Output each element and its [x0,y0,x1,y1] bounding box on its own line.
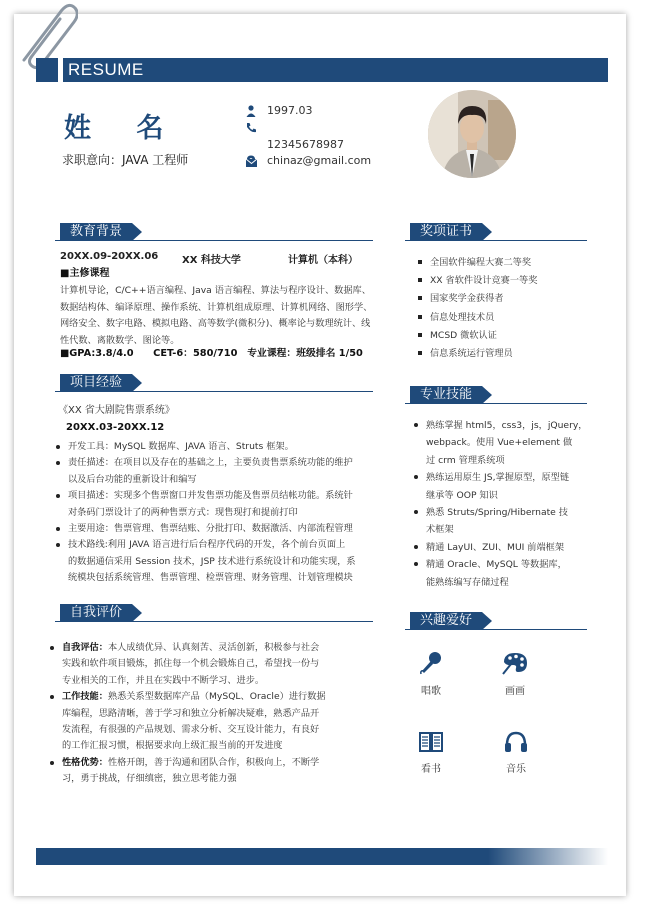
skills-divider [405,403,587,404]
hobbies-divider [405,629,587,630]
list-item: 熟练运用原生 JS,掌握原型，原型链 继承等 OOP 知识 [412,469,598,504]
list-item: 信息系统运行管理员 [416,345,596,363]
section-self-eval-title: 自我评价 [60,604,132,622]
hobby-reading [401,730,461,775]
list-item: MCSD 微软认证 [416,327,596,345]
list-item: 项目描述：实现多个售票窗口并发售票功能及售票员结帐功能。系统针 对条码门票设计了的两种售票方式：现售现打和提前打印 [54,488,376,521]
education-period: 20XX.09-20XX.06 [60,251,159,262]
headphones-icon [503,730,529,754]
awards-list [416,254,596,363]
skills-list [412,417,598,591]
resume-footer-bar [36,848,608,865]
hobby-painting [485,650,545,697]
list-item: 性格优势：性格开朗，善于沟通和团队合作，积极向上，不断学 习，勇于挑战，仔细缜密，独立思考能力强 [48,755,378,788]
project-name: 《XX 省大剧院售票系统》 [58,405,175,416]
list-item: 全国软件编程大赛二等奖 [416,254,596,272]
book-icon [418,730,444,754]
awards-divider [405,240,587,241]
courses-line: 性代数、离散数学、图论等。 [60,334,180,346]
section-projects-title: 项目经验 [60,374,132,392]
resume-header-bar [36,58,608,82]
list-item: 信息处理技术员 [416,309,596,327]
list-item: 技术路线:利用 JAVA 语言进行后台程序代码的开发，各个前台页面上 的数据通信采用 Session 技术，JSP 技术进行系统设计和功能实现，系 统模块包括系统管理、售票管理、检票管理、财务管理、计划管理模块 [54,537,376,586]
list-item: 熟悉 Struts/Spring/Hibernate 技 术框架 [412,504,598,539]
email-row [245,154,371,167]
profile-photo [428,90,516,178]
education-major: 计算机（本科） [288,255,358,266]
courses-line: 网络安全、数字电路、模拟电路、高等数学(微积分)、概率论与数理统计、线 [60,318,371,329]
courses-line: 数据结构体、编译原理、操作系统、计算机组成原理、计算机网络、图形学、 [60,301,373,313]
hobby-singing [401,650,461,697]
section-education-title: 教育背景 [60,223,132,241]
resume-title: RESUME [68,60,144,79]
courses-line: 计算机导论，C/C++语言编程、Java 语言编程、算法与程序设计、数据库、 [60,285,371,296]
hobby-music [486,730,546,775]
list-item: 熟练掌握 html5，css3，js，jQuery， webpack。使用 Vue+element 做 过 crm 管理系统项 [412,417,598,469]
email-address: chinaz@gmail.com [267,154,372,167]
phone-icon-row [245,122,267,134]
courses-label: ■主修课程 [60,268,110,279]
birth-row [245,104,313,117]
birth-date: 1997.03 [267,104,313,117]
list-item: 责任描述：在项目以及存在的基础之上，主要负责售票系统功能的维护 以及后台功能的重新设计和编写 [54,455,376,488]
project-list [54,439,376,587]
phone-row [245,138,344,151]
projects-divider [55,391,373,392]
person-icon [245,105,259,117]
list-item: XX 省软件设计竞赛一等奖 [416,272,596,290]
list-item: 国家奖学金获得者 [416,290,596,308]
education-divider [55,240,373,241]
list-item: 开发工具：MySQL 数据库、JAVA 语言、Struts 框架。 [54,439,376,455]
section-skills-title: 专业技能 [410,386,482,404]
self-eval-list [48,640,378,788]
list-item: 精通 Oracle、MySQL 等数据库， 能熟练编写存储过程 [412,556,598,591]
hobby-label: 音乐 [506,764,526,775]
education-row [60,251,358,266]
email-icon [245,158,259,168]
list-item: 精通 LayUI、ZUI、MUI 前端框架 [412,539,598,556]
microphone-icon [418,650,444,676]
hobby-label: 唱歌 [421,686,441,697]
courses-text [60,283,372,349]
hobby-label: 看书 [421,764,441,775]
person-name: 姓 名 [64,113,182,144]
phone-number: 12345678987 [267,138,344,151]
phone-icon [245,122,259,134]
palette-icon [501,650,529,676]
section-awards-title: 奖项证书 [410,223,482,241]
hobby-label: 画画 [505,686,525,697]
list-item: 工作技能：熟悉关系型数据库产品（MySQL、Oracle）进行数据 库编程，思路清晰，善于学习和独立分析解决疑难，熟悉产品开 发流程，有很强的产品规划、需求分析、交互设计能力，有良好 的工作汇报习惯，根据要求向上级汇报当前的开发进度 [48,689,378,755]
list-item: 主要用途：售票管理、售票结账、分批打印、数据激活、内部流程管理 [54,521,376,537]
job-intent: 求职意向：JAVA 工程师 [62,153,189,167]
education-school: XX 科技大学 [182,255,241,266]
gpa-line: ■GPA:3.8/4.0 CET-6：580/710 专业课程：班级排名 1/50 [60,348,363,359]
section-hobbies-title: 兴趣爱好 [410,612,482,630]
list-item: 自我评估：本人成绩优异、认真刻苦、灵活创新，积极参与社会 实践和软件项目锻炼，抓住每一个机会锻炼自己，希望找一份与 专业相关的工作，并且在实践中不断学习、进步。 [48,640,378,689]
project-period: 20XX.03-20XX.12 [66,422,165,433]
self-eval-divider [55,621,373,622]
